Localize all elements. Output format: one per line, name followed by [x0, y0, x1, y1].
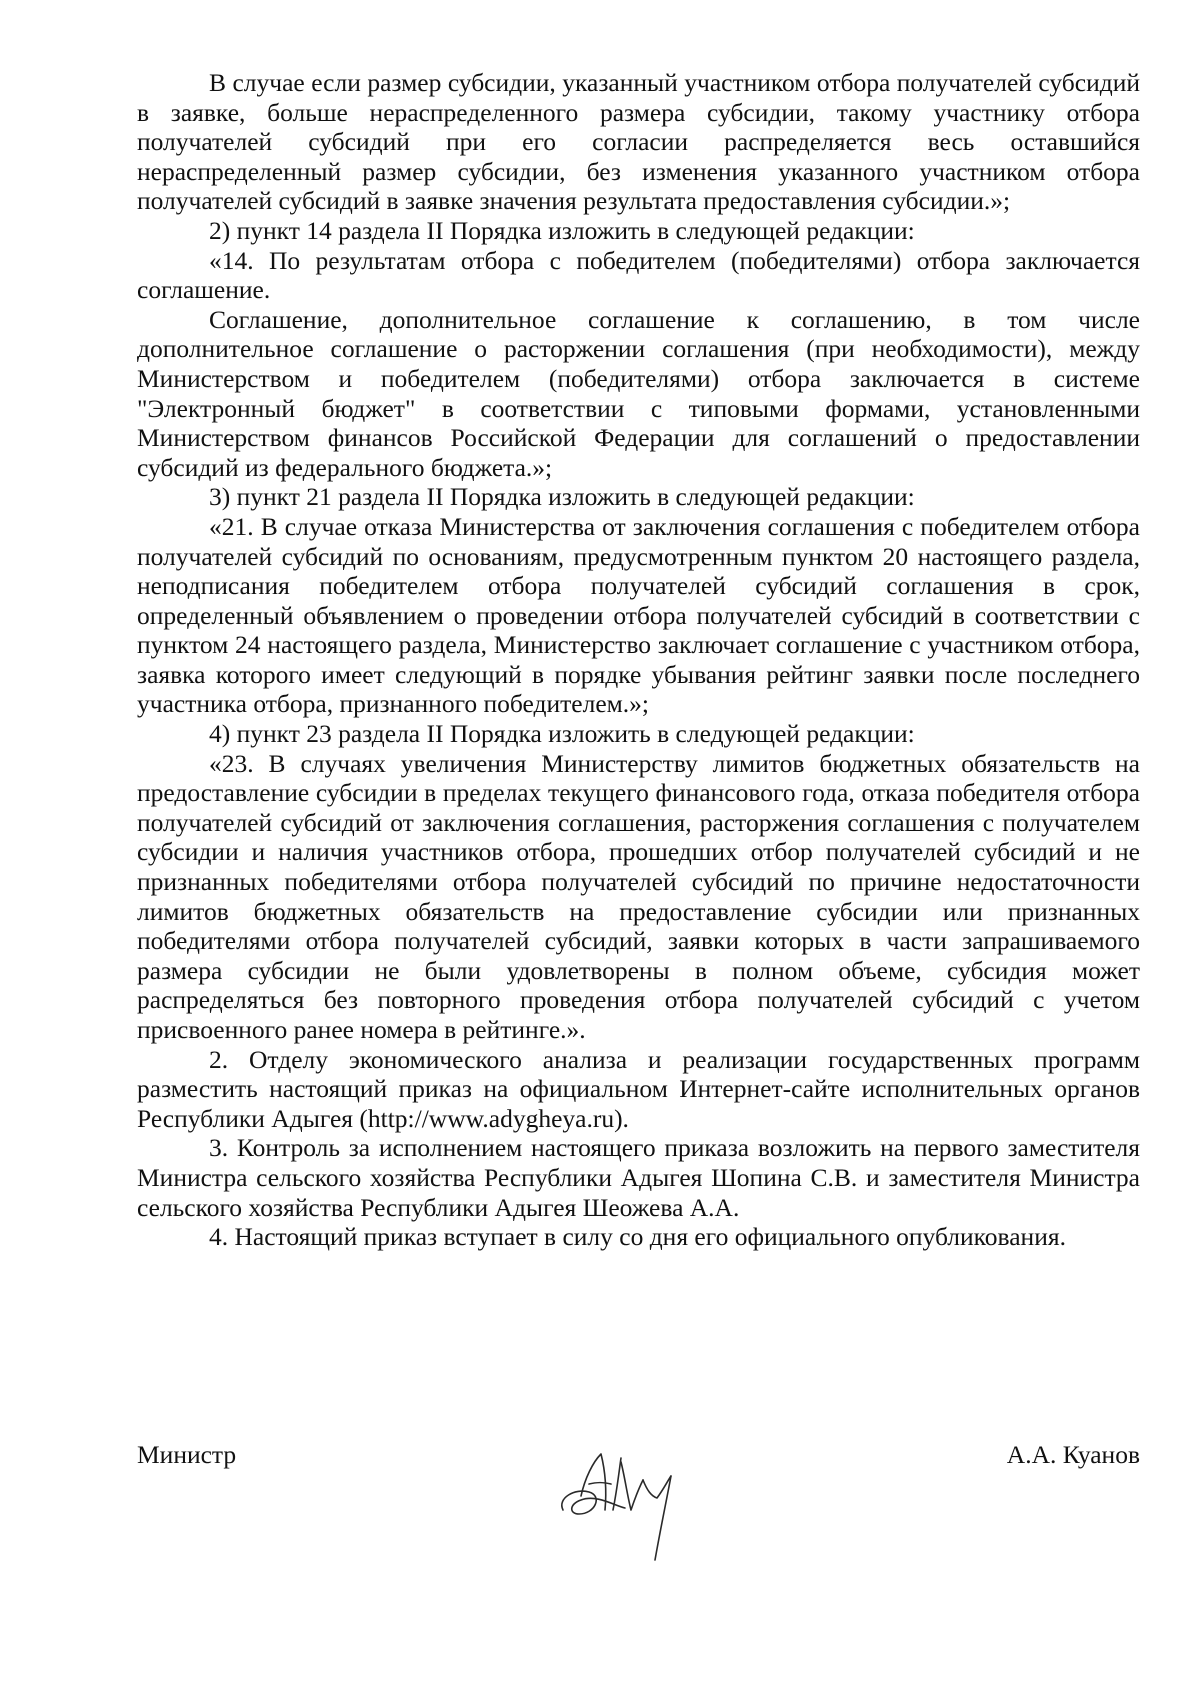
paragraph-point-2: 2. Отделу экономического анализа и реализации государственных программ разместить настоящий приказ на официальном Интернет-сайте исполнительных органов Республики Адыгея (http://www.adygheya.ru). — [137, 1044, 1140, 1133]
paragraph-point-4: 4. Настоящий приказ вступает в силу со дня его официального опубликования. — [209, 1222, 1066, 1252]
paragraph-clause-23: «23. В случаях увеличения Министерству лимитов бюджетных обязательств на предоставление субсидии в пределах текущего финансового года, отказа победителя отбора получателей субсидий от заключения соглашения, расторжения соглашения с получателем субсидии и наличия участников отбора, прошедших отбор получателей субсидий и не признанных победителями отбора получателей субсидий по причине недостаточности лимитов бюджетных обязательств на предоставление субсидии или признанных победителями отбора получателей субсидий, заявки которых в части запрашиваемого размера субсидии не были удовлетворены в полном объеме, субсидия может распределяться без повторного проведения отбора получателей субсидий с учетом присвоенного ранее номера в рейтинге.». — [137, 748, 1140, 1044]
paragraph-clause-21: «21. В случае отказа Министерства от заключения соглашения с победителем отбора получателей субсидий по основаниям, предусмотренным пунктом 20 настоящего раздела, неподписания победителем отбора получателей субсидий соглашения в срок, определенный объявлением о проведении отбора получателей субсидий в соответствии с пунктом 24 настоящего раздела, Министерство заключает соглашение с участником отбора, заявка которого имеет следующий в порядке убывания рейтинг заявки после последнего участника отбора, признанного победителем.»; — [137, 511, 1140, 719]
signatory-name: А.А. Куанов — [1006, 1440, 1140, 1469]
signatory-title: Министр — [137, 1440, 237, 1469]
paragraph-item-2-heading: 2) пункт 14 раздела II Порядка изложить в следующей редакции: — [209, 215, 915, 245]
paragraph-point-3: 3. Контроль за исполнением настоящего приказа возложить на первого заместителя Министра сельского хозяйства Республики Адыгея Шопина С.В. и заместителя Министра сельского хозяйства Республики Адыгея Шеожева А.А. — [137, 1133, 1140, 1222]
paragraph-item-3-heading: 3) пункт 21 раздела II Порядка изложить в следующей редакции: — [209, 482, 915, 512]
paragraph-item-4-heading: 4) пункт 23 раздела II Порядка изложить в следующей редакции: — [209, 719, 915, 749]
paragraph-subsidy-remainder: В случае если размер субсидии, указанный участником отбора получателей субсидий в заявке, больше нераспределенного размера субсидии, такому участнику отбора получателей субсидий при его согласии распределяется весь оставшийся нераспределенный размер субсидии, без изменения указанного участником отбора получателей субсидий в заявке значения результата предоставления субсидии.»; — [137, 68, 1140, 216]
paragraph-agreement-system: Соглашение, дополнительное соглашение к соглашению, в том числе дополнительное соглашение о расторжении соглашения (при необходимости), между Министерством и победителем (победителями) отбора заключается в системе "Электронный бюджет" в соответствии с типовыми формами, установленными Министерством финансов Российской Федерации для соглашений о предоставлении субсидий из федерального бюджета.»; — [137, 304, 1140, 482]
paragraph-clause-14: «14. По результатам отбора с победителем (победителями) отбора заключается соглашение. — [137, 245, 1140, 305]
handwritten-signature — [555, 1418, 705, 1568]
document-body — [137, 68, 1140, 1252]
